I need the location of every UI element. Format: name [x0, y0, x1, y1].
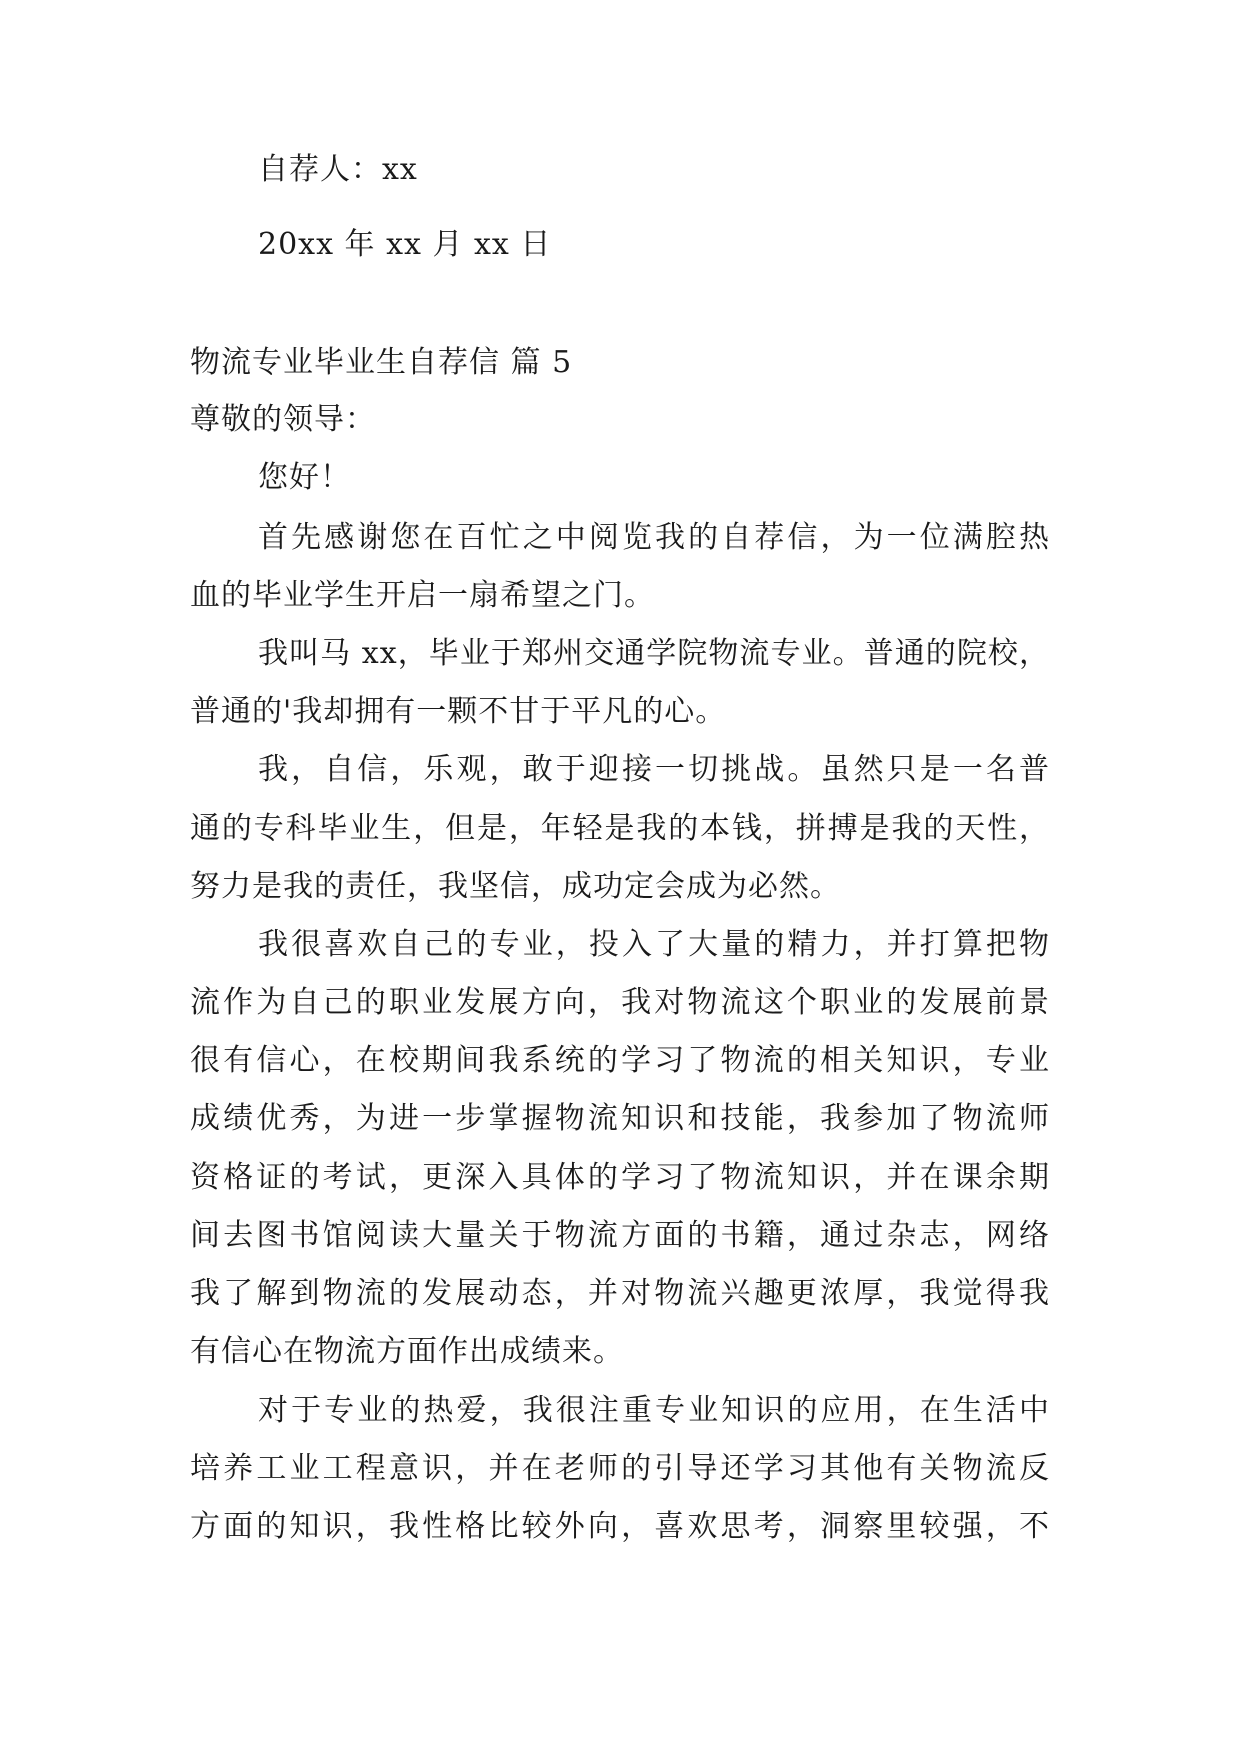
- paragraph-4-line-3: 很有信心，在校期间我系统的学习了物流的相关知识，专业: [190, 1043, 1050, 1078]
- paragraph-2-line-2: 普通的'我却拥有一颗不甘于平凡的心。: [190, 694, 727, 729]
- paragraph-5-line-2: 培养工业工程意识，并在老师的引导还学习其他有关物流反: [190, 1451, 1050, 1486]
- paragraph-5-line-3: 方面的知识，我性格比较外向，喜欢思考，洞察里较强，不: [190, 1509, 1050, 1544]
- section-title: 物流专业毕业生自荐信 篇 5: [190, 345, 573, 380]
- paragraph-3-line-1: 我，自信，乐观，敢于迎接一切挑战。虽然只是一名普: [258, 752, 1050, 787]
- paragraph-4-line-5: 资格证的考试，更深入具体的学习了物流知识，并在课余期: [190, 1160, 1050, 1195]
- salutation: 尊敬的领导：: [190, 402, 376, 437]
- paragraph-1-line-2: 血的毕业学生开启一扇希望之门。: [190, 578, 655, 613]
- paragraph-4-line-7: 我了解到物流的发展动态，并对物流兴趣更浓厚，我觉得我: [190, 1276, 1050, 1311]
- paragraph-4-line-1: 我很喜欢自己的专业，投入了大量的精力，并打算把物: [258, 927, 1050, 962]
- paragraph-2-line-1: 我叫马 xx，毕业于郑州交通学院物流专业。普通的院校，: [258, 636, 1050, 671]
- paragraph-4-line-6: 间去图书馆阅读大量关于物流方面的书籍，通过杂志，网络: [190, 1218, 1050, 1253]
- paragraph-4-line-4: 成绩优秀，为进一步掌握物流知识和技能，我参加了物流师: [190, 1101, 1050, 1136]
- paragraph-3-line-3: 努力是我的责任，我坚信，成功定会成为必然。: [190, 869, 841, 904]
- paragraph-1-line-1: 首先感谢您在百忙之中阅览我的自荐信，为一位满腔热: [258, 520, 1050, 555]
- paragraph-3-line-2: 通的专科毕业生，但是，年轻是我的本钱，拼搏是我的天性，: [190, 811, 1050, 846]
- date-line: 20xx 年 xx 月 xx 日: [258, 227, 552, 262]
- paragraph-5-line-1: 对于专业的热爱，我很注重专业知识的应用，在生活中: [258, 1393, 1050, 1428]
- paragraph-4-line-8: 有信心在物流方面作出成绩来。: [190, 1334, 624, 1369]
- paragraph-4-line-2: 流作为自己的职业发展方向，我对物流这个职业的发展前景: [190, 985, 1050, 1020]
- greeting: 您好！: [258, 460, 351, 495]
- recommender-line: 自荐人：xx: [258, 152, 418, 187]
